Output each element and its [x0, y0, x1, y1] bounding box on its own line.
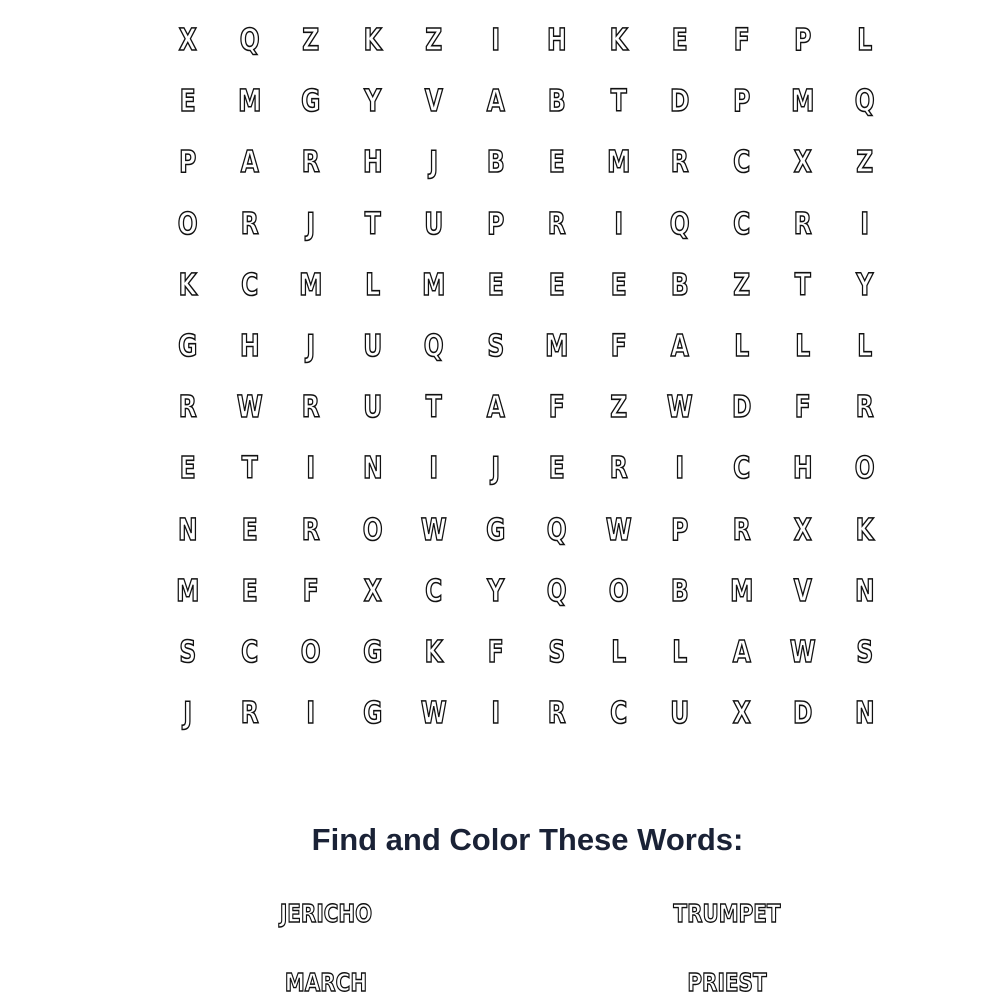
grid-letter-cell[interactable]: M — [237, 84, 261, 120]
letter-grid — [157, 10, 897, 745]
grid-letter-cell[interactable]: L — [795, 329, 811, 365]
word-list-heading: Find and Color These Words: — [311, 822, 744, 857]
grid-letter-cell[interactable]: C — [732, 451, 750, 487]
grid-letter-cell[interactable]: S — [548, 634, 566, 670]
grid-letter-cell[interactable]: J — [306, 329, 316, 365]
grid-letter-cell[interactable]: X — [793, 512, 812, 548]
grid-letter-cell[interactable]: U — [362, 329, 382, 365]
word-list-item: PRIEST — [687, 968, 767, 997]
grid-letter-cell[interactable]: O — [177, 206, 198, 242]
grid-letter-cell[interactable]: G — [178, 329, 198, 365]
grid-letter-cell[interactable]: R — [301, 145, 320, 181]
grid-letter-cell[interactable]: L — [364, 267, 380, 303]
grid-letter-cell[interactable]: I — [429, 451, 439, 487]
grid-letter-cell[interactable]: N — [854, 573, 875, 609]
grid-letter-cell[interactable]: E — [610, 267, 627, 303]
grid-letter-cell[interactable]: Y — [486, 573, 504, 609]
grid-letter-cell[interactable]: E — [548, 451, 565, 487]
grid-letter-cell[interactable]: Q — [546, 512, 567, 548]
grid-letter-cell[interactable]: D — [670, 84, 690, 120]
grid-letter-cell[interactable]: R — [793, 206, 812, 242]
grid-letter-cell[interactable]: Q — [854, 84, 875, 120]
grid-letter-cell[interactable]: K — [178, 267, 197, 303]
grid-letter-cell[interactable]: O — [300, 634, 321, 670]
grid-letter-cell[interactable]: U — [362, 390, 382, 426]
grid-letter-cell[interactable]: Q — [669, 206, 690, 242]
grid-letter-cell[interactable]: Z — [855, 145, 873, 181]
grid-letter-cell[interactable]: W — [666, 390, 693, 426]
grid-letter-cell[interactable]: W — [605, 512, 632, 548]
grid-letter-cell[interactable]: T — [364, 206, 381, 242]
grid-letter-cell[interactable]: B — [670, 573, 689, 609]
grid-letter-cell[interactable]: C — [240, 267, 258, 303]
grid-letter-cell[interactable]: Y — [855, 267, 873, 303]
grid-letter-cell[interactable]: S — [486, 329, 504, 365]
grid-letter-cell[interactable]: M — [606, 145, 630, 181]
grid-letter-cell[interactable]: S — [179, 634, 197, 670]
grid-letter-cell[interactable]: O — [854, 451, 875, 487]
grid-letter-cell[interactable]: E — [179, 84, 196, 120]
grid-letter-cell[interactable]: C — [425, 573, 443, 609]
grid-letter-cell[interactable]: L — [856, 23, 872, 59]
grid-letter-cell[interactable]: E — [179, 451, 196, 487]
word-list-item: TRUMPET — [673, 899, 781, 928]
grid-letter-cell[interactable]: A — [486, 390, 505, 426]
grid-letter-cell[interactable]: I — [306, 451, 316, 487]
grid-letter-cell[interactable]: J — [183, 696, 193, 732]
grid-letter-cell[interactable]: A — [732, 634, 751, 670]
word-list — [0, 896, 1000, 1000]
grid-letter-cell[interactable]: C — [609, 696, 627, 732]
grid-letter-cell[interactable]: X — [178, 23, 197, 59]
grid-letter-cell[interactable]: U — [424, 206, 444, 242]
grid-letter-cell[interactable]: Z — [732, 267, 750, 303]
word-list-item: JERICHO — [279, 899, 373, 928]
grid-letter-cell[interactable]: P — [794, 23, 812, 59]
grid-letter-cell[interactable]: S — [855, 634, 873, 670]
grid-letter-cell[interactable]: X — [793, 145, 812, 181]
grid-letter-cell[interactable]: W — [236, 390, 263, 426]
grid-letter-cell[interactable]: H — [239, 329, 260, 365]
grid-letter-cell[interactable]: B — [547, 84, 566, 120]
grid-letter-cell[interactable]: E — [548, 267, 565, 303]
grid-letter-cell[interactable]: A — [670, 329, 689, 365]
grid-letter-cell[interactable]: B — [670, 267, 689, 303]
grid-letter-cell[interactable]: E — [487, 267, 504, 303]
grid-letter-cell[interactable]: Q — [423, 329, 444, 365]
grid-letter-cell[interactable]: C — [732, 206, 750, 242]
grid-letter-cell[interactable]: M — [299, 267, 323, 303]
grid-letter-cell[interactable]: R — [240, 696, 259, 732]
grid-letter-cell[interactable]: Q — [546, 573, 567, 609]
grid-letter-cell[interactable]: V — [424, 84, 443, 120]
grid-letter-cell[interactable]: L — [672, 634, 688, 670]
grid-letter-cell[interactable]: P — [486, 206, 504, 242]
grid-letter-cell[interactable]: P — [179, 145, 197, 181]
grid-letter-cell[interactable]: F — [487, 634, 504, 670]
grid-letter-cell[interactable]: R — [670, 145, 689, 181]
grid-letter-cell[interactable]: M — [176, 573, 200, 609]
grid-letter-cell[interactable]: F — [548, 390, 565, 426]
grid-letter-cell[interactable]: M — [729, 573, 753, 609]
grid-letter-cell[interactable]: N — [177, 512, 198, 548]
grid-letter-cell[interactable]: M — [422, 267, 446, 303]
grid-letter-cell[interactable]: B — [486, 145, 505, 181]
grid-letter-cell[interactable]: I — [613, 206, 623, 242]
grid-letter-cell[interactable]: O — [608, 573, 629, 609]
grid-letter-cell[interactable]: R — [301, 390, 320, 426]
grid-letter-cell[interactable]: A — [486, 84, 505, 120]
grid-letter-cell[interactable]: I — [675, 451, 685, 487]
grid-letter-cell[interactable]: R — [547, 696, 566, 732]
grid-letter-cell[interactable]: H — [792, 451, 813, 487]
grid-letter-cell[interactable]: R — [609, 451, 628, 487]
grid-letter-cell[interactable]: X — [363, 573, 382, 609]
grid-letter-cell[interactable]: J — [490, 451, 500, 487]
grid-letter-cell[interactable]: P — [671, 512, 689, 548]
grid-letter-cell[interactable]: I — [490, 696, 500, 732]
grid-letter-cell[interactable]: K — [855, 512, 874, 548]
grid-letter-cell[interactable]: N — [854, 696, 875, 732]
grid-letter-cell[interactable]: L — [733, 329, 749, 365]
grid-letter-cell[interactable]: H — [546, 23, 567, 59]
grid-letter-cell[interactable]: Z — [609, 390, 627, 426]
grid-letter-cell[interactable]: J — [429, 145, 439, 181]
grid-letter-cell[interactable]: F — [302, 573, 319, 609]
grid-letter-cell[interactable]: C — [240, 634, 258, 670]
grid-letter-cell[interactable]: F — [794, 390, 811, 426]
grid-letter-cell[interactable]: K — [424, 634, 443, 670]
grid-letter-cell[interactable]: T — [610, 84, 627, 120]
grid-letter-cell[interactable]: Q — [239, 23, 260, 59]
grid-letter-cell[interactable]: E — [548, 145, 565, 181]
grid-letter-cell[interactable]: O — [362, 512, 383, 548]
grid-letter-cell[interactable]: R — [301, 512, 320, 548]
grid-letter-cell[interactable]: Y — [363, 84, 381, 120]
grid-letter-cell[interactable]: T — [241, 451, 258, 487]
grid-letter-cell[interactable]: L — [856, 329, 872, 365]
grid-letter-cell[interactable]: G — [301, 84, 321, 120]
grid-letter-cell[interactable]: F — [733, 23, 750, 59]
grid-letter-cell[interactable]: M — [545, 329, 569, 365]
grid-letter-cell[interactable]: D — [731, 390, 751, 426]
grid-letter-cell[interactable]: U — [670, 696, 690, 732]
grid-letter-cell[interactable]: W — [420, 696, 447, 732]
grid-letter-cell[interactable]: R — [855, 390, 874, 426]
grid-letter-cell[interactable]: V — [793, 573, 812, 609]
grid-letter-cell[interactable]: R — [178, 390, 197, 426]
grid-letter-cell[interactable]: F — [610, 329, 627, 365]
grid-letter-cell[interactable]: T — [425, 390, 442, 426]
grid-letter-cell[interactable]: W — [789, 634, 816, 670]
grid-letter-cell[interactable]: H — [362, 145, 383, 181]
grid-letter-cell[interactable]: X — [732, 696, 751, 732]
grid-letter-cell[interactable]: Z — [425, 23, 443, 59]
grid-letter-cell[interactable]: P — [732, 84, 750, 120]
grid-letter-cell[interactable]: I — [306, 696, 316, 732]
grid-letter-cell[interactable]: W — [420, 512, 447, 548]
grid-letter-cell[interactable]: L — [610, 634, 626, 670]
grid-letter-cell[interactable]: E — [671, 23, 688, 59]
grid-letter-cell[interactable]: D — [793, 696, 813, 732]
word-list-item: MARCH — [284, 968, 368, 997]
grid-letter-cell[interactable]: R — [547, 206, 566, 242]
grid-letter-cell[interactable]: G — [362, 696, 382, 732]
grid-letter-cell[interactable]: G — [362, 634, 382, 670]
grid-letter-cell[interactable]: G — [485, 512, 505, 548]
grid-letter-cell[interactable]: E — [241, 573, 258, 609]
grid-letter-cell[interactable]: C — [732, 145, 750, 181]
grid-letter-cell[interactable]: E — [241, 512, 258, 548]
grid-letter-cell[interactable]: M — [791, 84, 815, 120]
grid-letter-cell[interactable]: T — [794, 267, 811, 303]
grid-letter-cell[interactable]: R — [732, 512, 751, 548]
grid-letter-cell[interactable]: I — [859, 206, 869, 242]
grid-letter-cell[interactable]: A — [240, 145, 259, 181]
grid-letter-cell[interactable]: R — [240, 206, 259, 242]
grid-letter-cell[interactable]: I — [490, 23, 500, 59]
grid-letter-cell[interactable]: J — [306, 206, 316, 242]
grid-letter-cell[interactable]: N — [362, 451, 383, 487]
grid-letter-cell[interactable]: K — [363, 23, 382, 59]
grid-letter-cell[interactable]: K — [609, 23, 628, 59]
grid-letter-cell[interactable]: Z — [302, 23, 320, 59]
